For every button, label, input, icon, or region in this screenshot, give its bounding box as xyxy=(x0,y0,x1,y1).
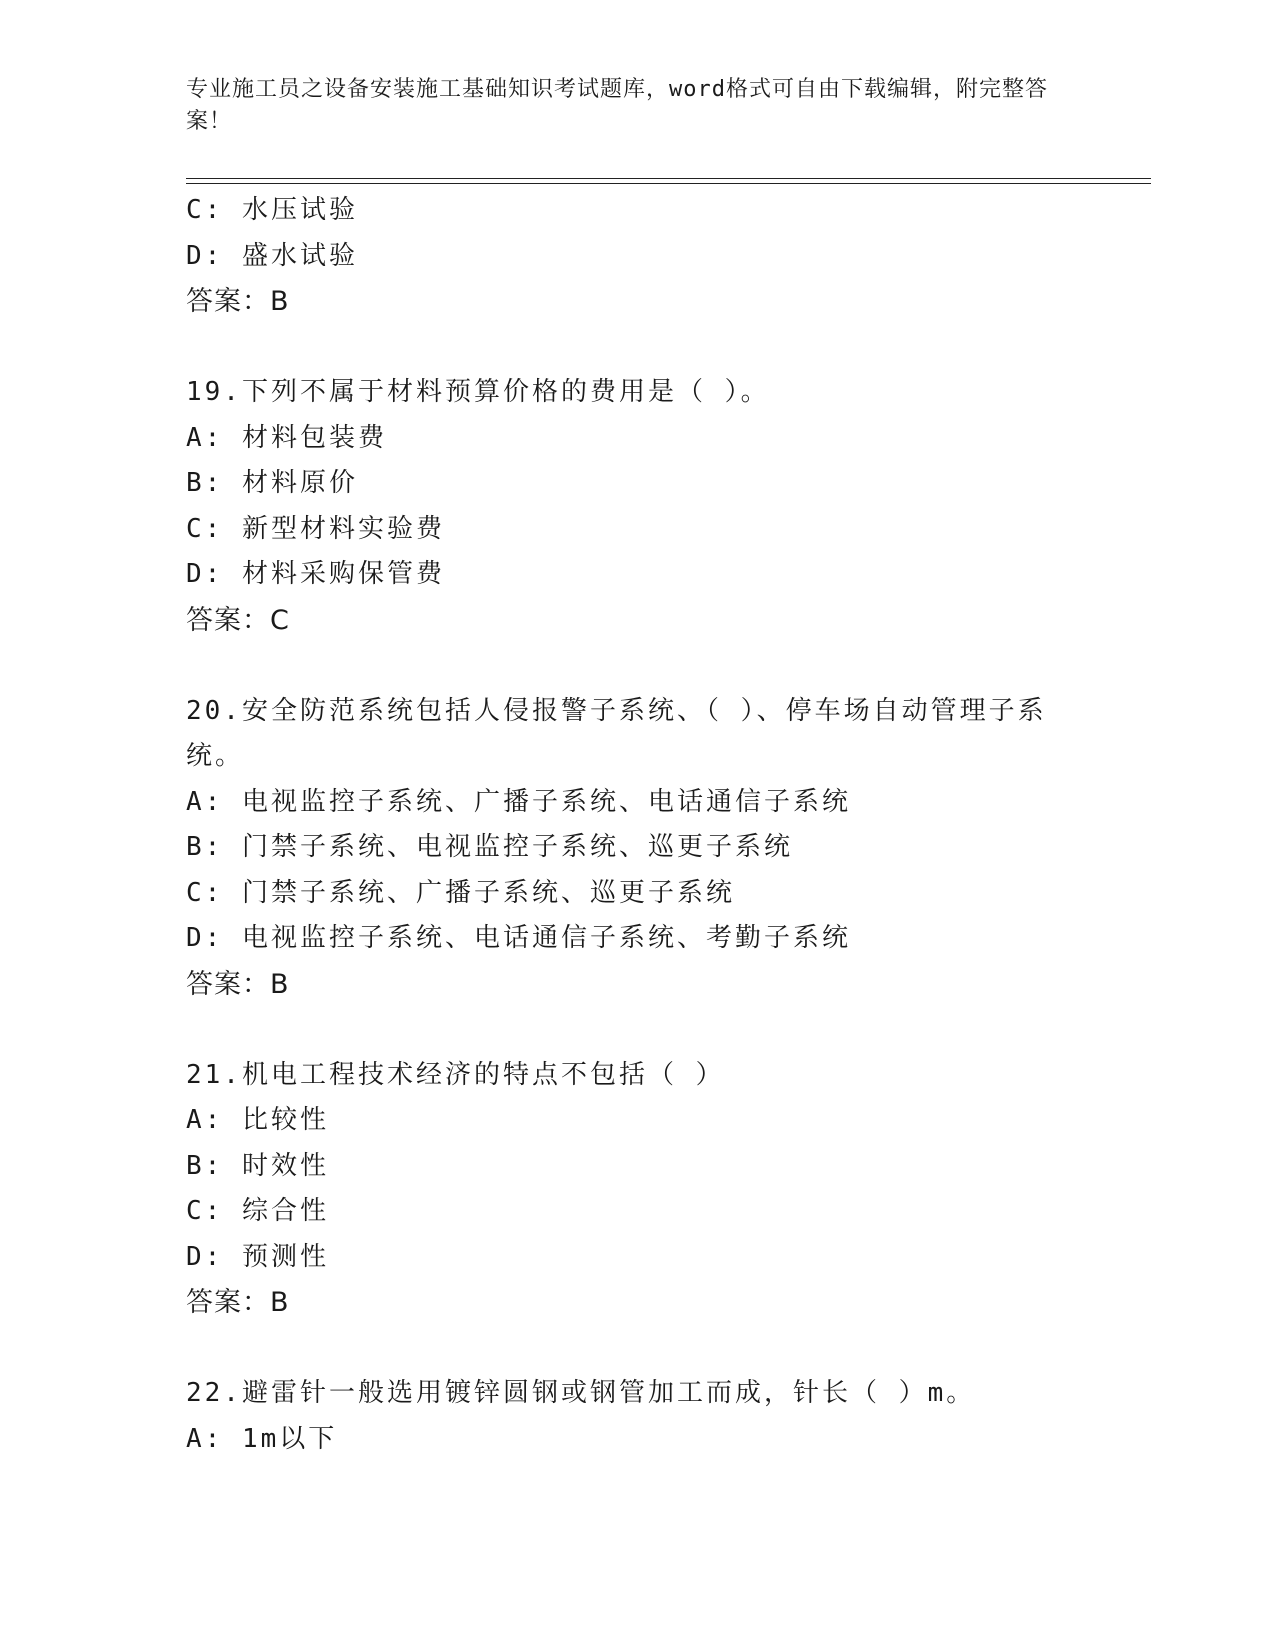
answer: 答案：B xyxy=(186,968,290,1000)
question-stem: 21.机电工程技术经济的特点不包括（ ） xyxy=(186,1059,725,1090)
option-b: B: 时效性 xyxy=(186,1150,329,1181)
document-header: 专业施工员之设备安装施工基础知识考试题库，word格式可自由下载编辑，附完整答案！ xyxy=(186,77,1048,134)
option-d: D: 预测性 xyxy=(186,1241,329,1272)
header-rule-top xyxy=(186,178,1151,179)
option-c: C: 门禁子系统、广播子系统、巡更子系统 xyxy=(186,877,735,908)
option-b: B: 材料原价 xyxy=(186,468,358,498)
option-b: B: 门禁子系统、电视监控子系统、巡更子系统 xyxy=(186,832,793,862)
question-20 xyxy=(186,689,1086,1008)
answer: 答案：C xyxy=(186,604,290,636)
option-d: D: 盛水试验 xyxy=(186,240,358,271)
option-a: A: 电视监控子系统、广播子系统、电话通信子系统 xyxy=(186,786,851,817)
answer: 答案：B xyxy=(186,1287,290,1318)
question-stem: 22.避雷针一般选用镀锌圆钢或钢管加工而成，针长（ ）m。 xyxy=(186,1378,976,1408)
option-a: A: 材料包装费 xyxy=(186,422,387,453)
option-d: D: 电视监控子系统、电话通信子系统、考勤子系统 xyxy=(186,923,851,953)
answer: 答案：B xyxy=(186,286,290,317)
option-c: C: 新型材料实验费 xyxy=(186,513,445,544)
question-22 xyxy=(186,1371,1086,1462)
question-list xyxy=(186,188,1086,1462)
option-d: D: 材料采购保管费 xyxy=(186,559,445,589)
question-21 xyxy=(186,1053,1086,1326)
question-stem: 19.下列不属于材料预算价格的费用是（ ）。 xyxy=(186,377,770,407)
option-c: C: 综合性 xyxy=(186,1196,329,1226)
option-a: A: 1m以下 xyxy=(186,1423,338,1454)
option-c: C: 水压试验 xyxy=(186,195,358,225)
header-rule-bottom xyxy=(186,183,1151,184)
question-stem: 20.安全防范系统包括人侵报警子系统、（ ）、停车场自动管理子系统。 xyxy=(186,695,1047,771)
question-19 xyxy=(186,370,1086,643)
option-a: A: 比较性 xyxy=(186,1105,329,1135)
question-18-tail xyxy=(186,188,1086,325)
